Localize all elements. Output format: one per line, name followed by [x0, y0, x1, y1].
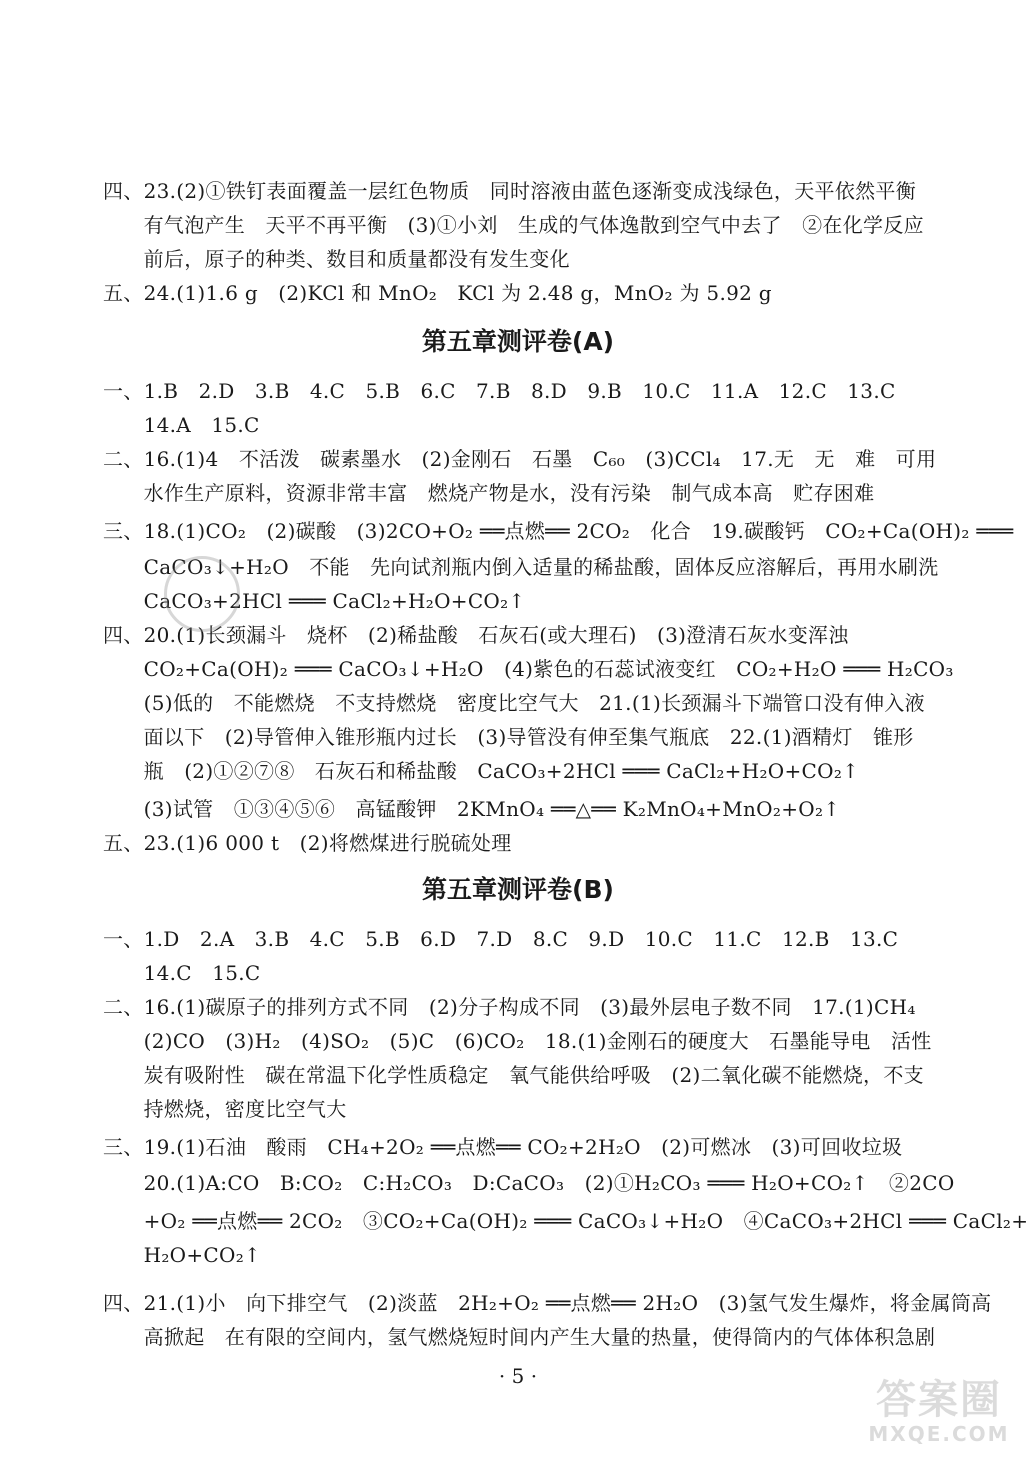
text-line: 高掀起 在有限的空间内，氢气燃烧短时间内产生大量的热量，使得筒内的气体体积急剧	[103, 1325, 936, 1349]
faint-stamp-mark	[164, 556, 240, 632]
text-line: (5)低的 不能燃烧 不支持燃烧 密度比空气大 21.(1)长颈漏斗下端管口没有伸入液	[103, 691, 925, 715]
text-line: 二、16.(1)碳原子的排列方式不同 (2)分子构成不同 (3)最外层电子数不同 17.(1)CH₄	[103, 995, 916, 1019]
text-line: 炭有吸附性 碳在常温下化学性质稳定 氧气能供给呼吸 (2)二氧化碳不能燃烧，不支	[103, 1063, 924, 1087]
text-line: 有气泡产生 天平不再平衡 (3)①小刘 生成的气体逸散到空气中去了 ②在化学反应	[103, 213, 924, 237]
text-line: (2)CO (3)H₂ (4)SO₂ (5)C (6)CO₂ 18.(1)金刚石的硬度大 石墨能导电 活性	[103, 1029, 932, 1053]
text-line: 瓶 (2)①②⑦⑧ 石灰石和稀盐酸 CaCO₃+2HCl ═══ CaCl₂+H₂O+CO₂↑	[103, 759, 860, 783]
section-title-b: 第五章测评卷(B)	[422, 875, 614, 904]
text-line: 一、1.D 2.A 3.B 4.C 5.B 6.D 7.D 8.C 9.D 10.C 11.C 12.B 13.C	[103, 927, 899, 951]
text-line: CaCO₃↓+H₂O 不能 先向试剂瓶内倒入适量的稀盐酸，固体反应溶解后，再用水刷洗	[103, 555, 939, 579]
text-line: 前后，原子的种类、数目和质量都没有发生变化	[103, 247, 570, 271]
text-line: 14.C 15.C	[103, 961, 261, 985]
page-number: · 5 ·	[498, 1364, 538, 1388]
text-line: +O₂ ══点燃══ 2CO₂ ③CO₂+Ca(OH)₂ ═══ CaCO₃↓+H₂O ④CaCO₃+2HCl ═══ CaCl₂+	[103, 1209, 1029, 1233]
text-line: H₂O+CO₂↑	[103, 1243, 262, 1267]
watermark-url: MXQE.COM	[868, 1422, 1010, 1446]
text-line: 四、21.(1)小 向下排空气 (2)淡蓝 2H₂+O₂ ══点燃══ 2H₂O (3)氢气发生爆炸，将金属筒高	[103, 1291, 992, 1315]
text-line: 持燃烧，密度比空气大	[103, 1097, 347, 1121]
text-line: 五、24.(1)1.6 g (2)KCl 和 MnO₂ KCl 为 2.48 g，MnO₂ 为 5.92 g	[103, 281, 772, 305]
watermark-title: 答案圈	[876, 1377, 1002, 1423]
text-line: 三、18.(1)CO₂ (2)碳酸 (3)2CO+O₂ ══点燃══ 2CO₂ 化合 19.碳酸钙 CO₂+Ca(OH)₂ ═══	[103, 519, 1014, 543]
text-line: 水作生产原料，资源非常丰富 燃烧产物是水，没有污染 制气成本高 贮存困难	[103, 481, 875, 505]
text-line: (3)试管 ①③④⑤⑥ 高锰酸钾 2KMnO₄ ══△══ K₂MnO₄+MnO₂+O₂↑	[103, 797, 841, 821]
text-line: 一、1.B 2.D 3.B 4.C 5.B 6.C 7.B 8.D 9.B 10.C 11.A 12.C 13.C	[103, 379, 896, 403]
text-line: 二、16.(1)4 不活泼 碳素墨水 (2)金刚石 石墨 C₆₀ (3)CCl₄ 17.无 无 难 可用	[103, 447, 937, 471]
section-title-a: 第五章测评卷(A)	[421, 327, 615, 356]
text-line: 五、23.(1)6 000 t (2)将燃煤进行脱硫处理	[103, 831, 512, 855]
text-line: 20.(1)A:CO B:CO₂ C:H₂CO₃ D:CaCO₃ (2)①H₂CO₃ ═══ H₂O+CO₂↑ ②2CO	[103, 1171, 955, 1195]
text-line: 四、20.(1)长颈漏斗 烧杯 (2)稀盐酸 石灰石(或大理石) (3)澄清石灰水变浑浊	[103, 623, 849, 647]
text-line: 四、23.(2)①铁钉表面覆盖一层红色物质 同时溶液由蓝色逐渐变成浅绿色，天平依然平衡	[103, 179, 917, 203]
text-line: 三、19.(1)石油 酸雨 CH₄+2O₂ ══点燃══ CO₂+2H₂O (2)可燃冰 (3)可回收垃圾	[103, 1135, 903, 1159]
text-line: 14.A 15.C	[103, 413, 260, 437]
text-line: CaCO₃+2HCl ═══ CaCl₂+H₂O+CO₂↑	[103, 589, 526, 613]
text-line: CO₂+Ca(OH)₂ ═══ CaCO₃↓+H₂O (4)紫色的石蕊试液变红 CO₂+H₂O ═══ H₂CO₃	[103, 657, 954, 681]
site-watermark-logo	[864, 1378, 1014, 1458]
text-line: 面以下 (2)导管伸入锥形瓶内过长 (3)导管没有伸至集气瓶底 22.(1)酒精灯 锥形	[103, 725, 914, 749]
